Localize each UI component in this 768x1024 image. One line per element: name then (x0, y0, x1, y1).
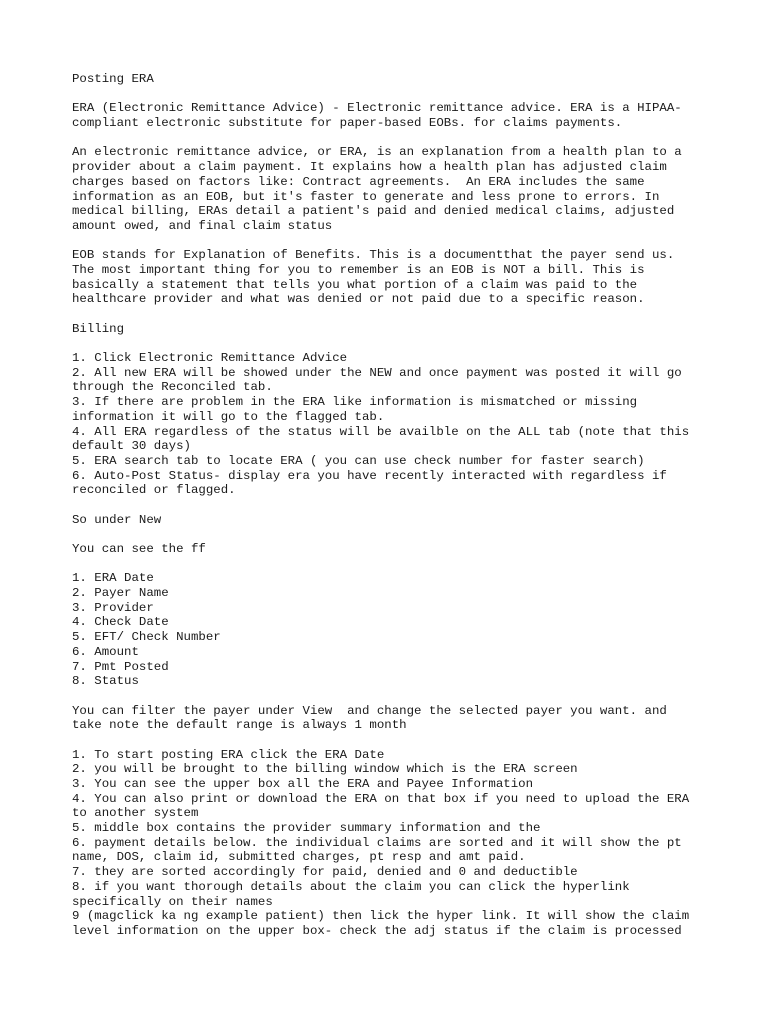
list-item: default 30 days) (72, 439, 191, 454)
list-item: 6. Auto-Post Status- display era you have recently interacted with regardless if (72, 468, 667, 483)
spacer (72, 307, 712, 322)
spacer (72, 131, 712, 146)
spacer (72, 733, 712, 748)
list-item: 1. ERA Date (72, 571, 154, 586)
list-item: 3. Provider (72, 600, 154, 615)
spacer (72, 689, 712, 704)
list-item: 9 (magclick ka ng example patient) then lick the hyper link. It will show the claim (72, 909, 690, 924)
spacer (72, 498, 712, 513)
list-item: 2. you will be brought to the billing window which is the ERA screen (72, 762, 578, 777)
list-item: specifically on their names (72, 894, 273, 909)
paragraph-line: An electronic remittance advice, or ERA, is an explanation from a health plan to a (72, 145, 682, 160)
paragraph-line: charges based on factors like: Contract agreements. An ERA includes the same (72, 174, 645, 189)
list-item: 8. Status (72, 674, 139, 689)
list-item: 8. if you want thorough details about the claim you can click the hyperlink (72, 879, 630, 894)
list-item: 1. To start posting ERA click the ERA Date (72, 747, 385, 762)
paragraph-line: take note the default range is always 1 month (72, 718, 407, 733)
list-item: to another system (72, 806, 199, 821)
list-item: 7. Pmt Posted (72, 659, 169, 674)
spacer (72, 87, 712, 102)
list-item: 6. Amount (72, 644, 139, 659)
billing-steps-list (72, 351, 712, 498)
list-item: 2. Payer Name (72, 586, 169, 601)
see-ff-text: You can see the ff (72, 542, 206, 556)
paragraph-line: provider about a claim payment. It explains how a health plan has adjusted claim (72, 160, 667, 175)
spacer (72, 557, 712, 572)
under-new-text: So under New (72, 512, 162, 527)
section-heading-billing: Billing (72, 321, 125, 336)
paragraph-line: amount owed, and final claim status (72, 218, 333, 233)
list-item: 4. You can also print or download the ERA on that box if you need to upload the ERA (72, 791, 690, 806)
list-item: name, DOS, claim id, submitted charges, pt resp and amt paid. (72, 850, 526, 865)
list-item: 2. All new ERA will be showed under the NEW and once payment was posted it will go (72, 365, 682, 380)
paragraph-line: healthcare provider and what was denied or not paid due to a specific reason. (72, 292, 645, 307)
list-item: 3. If there are problem in the ERA like information is mismatched or missing (72, 395, 638, 410)
paragraph-line: EOB stands for Explanation of Benefits. This is a documentthat the payer send us. (72, 248, 675, 263)
posting-steps-list (72, 748, 712, 939)
filter-note-paragraph (72, 704, 712, 733)
eob-explanation-paragraph (72, 248, 712, 307)
list-item: 4. Check Date (72, 615, 169, 630)
list-item: 6. payment details below. the individual claims are sorted and it will show the pt (72, 835, 682, 850)
document-page (72, 72, 712, 939)
list-item: level information on the upper box- check the adj status if the claim is processed (72, 923, 682, 938)
paragraph-line: basically a statement that tells you what portion of a claim was paid to the (72, 277, 638, 292)
era-explanation-paragraph (72, 145, 712, 233)
list-item: 4. All ERA regardless of the status will be availble on the ALL tab (note that this (72, 424, 690, 439)
paragraph-line: ERA (Electronic Remittance Advice) - Electronic remittance advice. ERA is a HIPAA- (72, 101, 682, 116)
paragraph-line: information as an EOB, but it's faster to generate and less prone to errors. In (72, 189, 660, 204)
era-intro-paragraph (72, 101, 712, 130)
paragraph-line: compliant electronic substitute for paper-based EOBs. for claims payments. (72, 116, 623, 131)
list-item: 1. Click Electronic Remittance Advice (72, 351, 348, 366)
spacer (72, 527, 712, 542)
list-item: information it will go to the flagged tab. (72, 409, 385, 424)
list-item: 5. EFT/ Check Number (72, 630, 221, 645)
spacer (72, 234, 712, 249)
paragraph-line: The most important thing for you to remember is an EOB is NOT a bill. This is (72, 262, 645, 277)
list-item: 5. middle box contains the provider summary information and the (72, 821, 541, 836)
spacer (72, 336, 712, 351)
page-title: Posting ERA (72, 72, 154, 86)
list-item: 7. they are sorted accordingly for paid, denied and 0 and deductible (72, 865, 578, 880)
list-item: 5. ERA search tab to locate ERA ( you can use check number for faster search) (72, 453, 645, 468)
list-item: through the Reconciled tab. (72, 380, 273, 395)
paragraph-line: You can filter the payer under View and change the selected payer you want. and (72, 703, 667, 718)
list-item: 3. You can see the upper box all the ERA and Payee Information (72, 777, 534, 791)
columns-list (72, 571, 712, 689)
paragraph-line: medical billing, ERAs detail a patient's paid and denied medical claims, adjusted (72, 204, 675, 219)
list-item: reconciled or flagged. (72, 483, 236, 498)
